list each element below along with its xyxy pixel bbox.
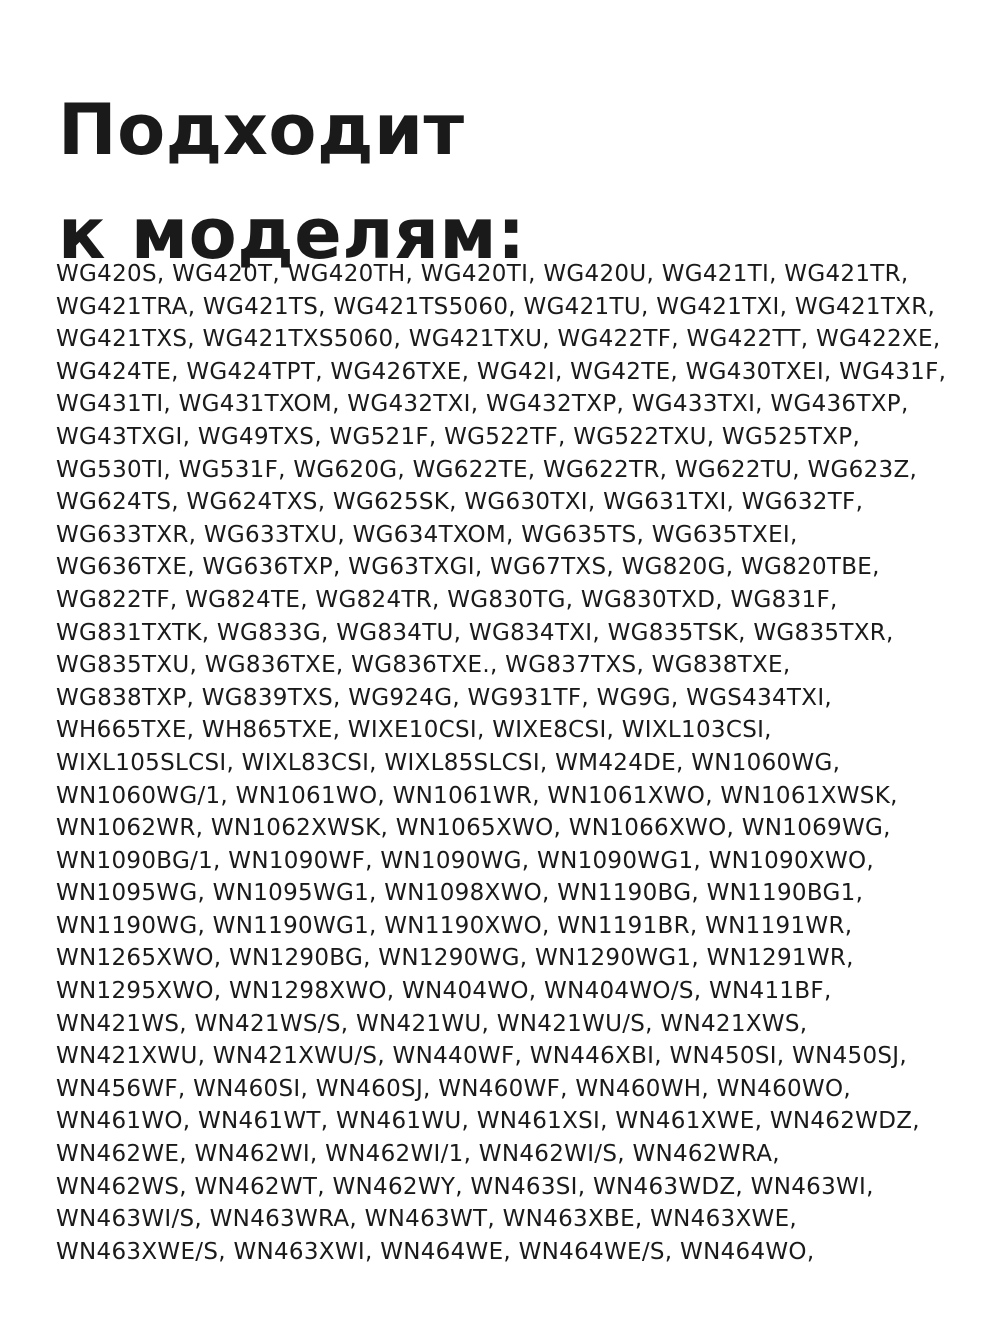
models-line: WN1095WG, WN1095WG1, WN1098XWO, WN1190BG, WN1190BG1, <box>56 880 864 907</box>
models-line: WG624TS, WG624TXS, WG625SK, WG630TXI, WG631TXI, WG632TF, <box>56 489 864 516</box>
page-title <box>58 78 526 286</box>
models-line: WG431TI, WG431TXOM, WG432TXI, WG432TXP, WG433TXI, WG436TXP, <box>56 391 909 418</box>
title-line-2: к моделям: <box>58 193 526 275</box>
title-line-1: Подходит <box>58 89 465 171</box>
models-line: WN461WO, WN461WT, WN461WU, WN461XSI, WN461XWE, WN462WDZ, <box>56 1108 920 1135</box>
models-line: WG633TXR, WG633TXU, WG634TXOM, WG635TS, WG635TXEI, <box>56 521 798 548</box>
models-line: WN462WS, WN462WT, WN462WY, WN463SI, WN463WDZ, WN463WI, <box>56 1173 874 1200</box>
models-line: WG424TE, WG424TPT, WG426TXE, WG42I, WG42TE, WG430TXEI, WG431F, <box>56 358 947 385</box>
models-line: WN463WI/S, WN463WRA, WN463WT, WN463XBE, WN463XWE, <box>56 1206 798 1233</box>
models-line: WG831TXTK, WG833G, WG834TU, WG834TXI, WG835TSK, WG835TXR, <box>56 619 894 646</box>
models-line: WG43TXGI, WG49TXS, WG521F, WG522TF, WG522TXU, WG525TXP, <box>56 423 861 450</box>
models-line: WN456WF, WN460SI, WN460SJ, WN460WF, WN460WH, WN460WO, <box>56 1075 851 1102</box>
models-line: WN1265XWO, WN1290BG, WN1290WG, WN1290WG1, WN1291WR, <box>56 945 854 972</box>
models-line: WN462WE, WN462WI, WN462WI/1, WN462WI/S, WN462WRA, <box>56 1141 780 1168</box>
models-line: WN1060WG/1, WN1061WO, WN1061WR, WN1061XWO, WN1061XWSK, <box>56 782 898 809</box>
models-line: WN463XWE/S, WN463XWI, WN464WE, WN464WE/S, WN464WO, <box>56 1238 815 1265</box>
models-line: WG530TI, WG531F, WG620G, WG622TE, WG622TR, WG622TU, WG623Z, <box>56 456 918 483</box>
models-line: WN1190WG, WN1190WG1, WN1190XWO, WN1191BR, WN1191WR, <box>56 912 853 939</box>
models-line: WG636TXE, WG636TXP, WG63TXGI, WG67TXS, WG820G, WG820TBE, <box>56 554 880 581</box>
models-line: WN421WS, WN421WS/S, WN421WU, WN421WU/S, WN421XWS, <box>56 1010 808 1037</box>
models-line: WG835TXU, WG836TXE, WG836TXE., WG837TXS, WG838TXE, <box>56 652 791 679</box>
models-line: WG822TF, WG824TE, WG824TR, WG830TG, WG830TXD, WG831F, <box>56 586 838 613</box>
models-line: WN1062WR, WN1062XWSK, WN1065XWO, WN1066XWO, WN1069WG, <box>56 815 891 842</box>
models-line: WG838TXP, WG839TXS, WG924G, WG931TF, WG9G, WGS434TXI, <box>56 684 833 711</box>
models-line: WH665TXE, WH865TXE, WIXE10CSI, WIXE8CSI, WIXL103CSI, <box>56 717 772 744</box>
models-line: WG420S, WG420T, WG420TH, WG420TI, WG420U, WG421TI, WG421TR, <box>56 261 909 287</box>
compatible-models-list <box>56 258 946 1268</box>
models-line: WIXL105SLCSI, WIXL83CSI, WIXL85SLCSI, WM424DE, WN1060WG, <box>56 749 841 776</box>
models-line: WG421TRA, WG421TS, WG421TS5060, WG421TU, WG421TXI, WG421TXR, <box>56 293 936 320</box>
models-line: WN1090BG/1, WN1090WF, WN1090WG, WN1090WG1, WN1090XWO, <box>56 847 875 874</box>
models-line: WN1295XWO, WN1298XWO, WN404WO, WN404WO/S, WN411BF, <box>56 978 832 1005</box>
models-line: WG421TXS, WG421TXS5060, WG421TXU, WG422TF, WG422TT, WG422XE, <box>56 326 941 353</box>
models-line: WN421XWU, WN421XWU/S, WN440WF, WN446XBI, WN450SI, WN450SJ, <box>56 1043 907 1070</box>
